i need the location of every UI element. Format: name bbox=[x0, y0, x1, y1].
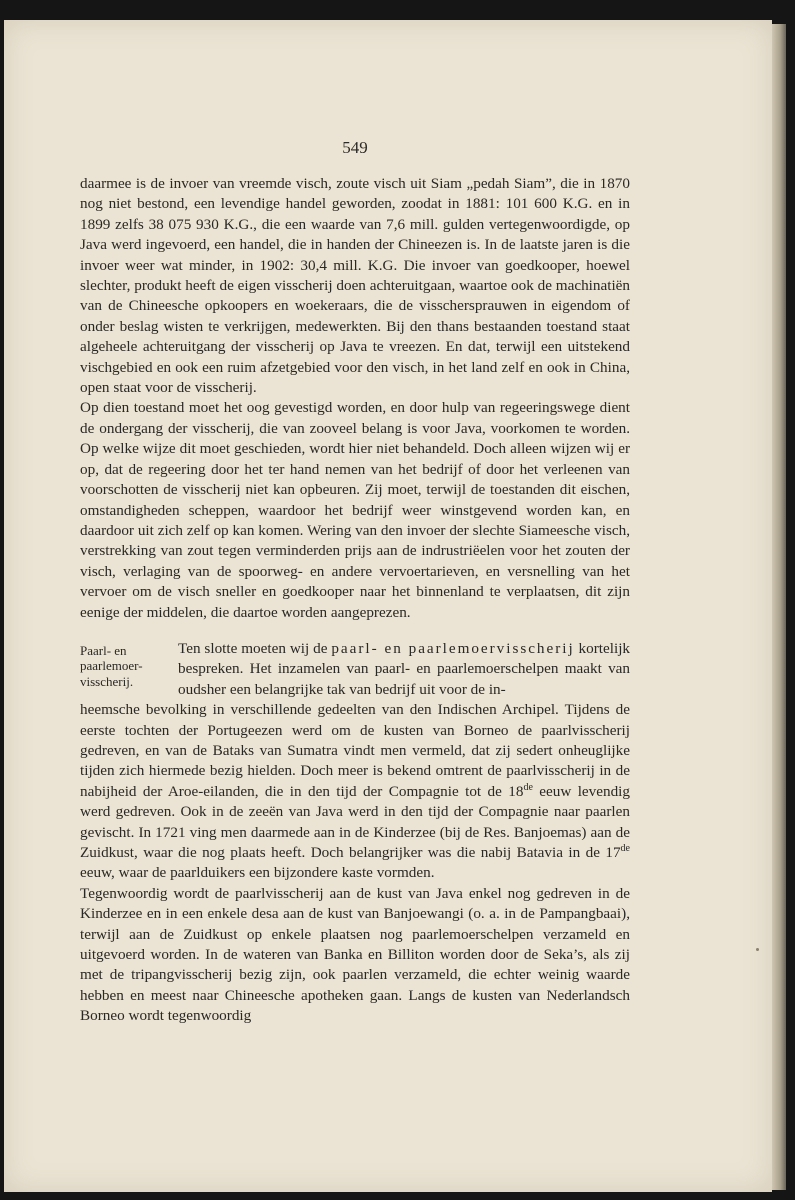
ordinal-suffix-18: de bbox=[523, 781, 533, 793]
pearl-history-a: heemsche bevolking in verschillende gedeelten van den Indischen Archipel. Tijdens de eerste tochten der Portugeezen werd om de kusten van Borneo de paarlvisscherij gedreven, en van de Bataks van Sumatra vindt men vermeld, dat zij sedert onheuglijke tijden zich hiermede bezig hielden. Doch meer is bekend omtrent de paarlvisscherij in de nabijheid der Aroe-eilanden, die in den tijd der Compagnie tot de 18 bbox=[80, 701, 630, 800]
paragraph-pearl-present: Tegenwoordig wordt de paarlvisscherij aan de kust van Java enkel nog gedreven in de Kinderzee en in een enkele desa aan de kust van Banjoewangi (o. a. in de Pampangbaai), terwijl aan de Zuidkust op enkele plaatsen nog paarlemoerschelpen verzameld en uitgevoerd worden. In de wateren van Banka en Billiton worden door de Seka’s, als zij met de tripangvisscherij bezig zijn, ook paarlen verzameld, die echter weinig waarde hebben en meest naar Chineesche apotheken gaan. Langs de kusten van Nederlandsch Borneo wordt tegenwoordig bbox=[80, 884, 630, 1025]
book-page bbox=[4, 20, 772, 1192]
paragraph-government-help: Op dien toestand moet het oog gevestigd worden, en door hulp van regeeringswege dient de ondergang der visscherij, die van zooveel belang is voor Java, voorkomen te worden. Op welke wijze dit moet geschieden, wordt hier niet behandeld. Doch alleen wijzen wij er op, dat de regeering door het ter hand nemen van het bedrijf of door het verleenen van voorschotten de visscherij niet kan opbeuren. Zij moet, terwijl de toestanden dit eischen, omstandigheden scheppen, waardoor het bedrijf weer winstgevend worden kan, en daardoor uit zich zelf op kan komen. Wering van den invoer der slechte Siameesche visch, verstrekking van zout tegen verminderden prijs aan de indrustriëelen voor het zouten der visch, verlaging van de spoorweg- en andere vervoertarieven, en versnelling van het vervoer om de visch sneller en goedkooper naar het binnenland te verplaatsen, dit zijn eenige der middelen, die daartoe worden aangeprezen. bbox=[80, 399, 630, 621]
ordinal-suffix-17: de bbox=[620, 842, 630, 854]
pearl-history-b: eeuw levendig werd gedreven. Ook in de zeeën van Java werd in den tijd der Compagnie naar paarlen gevischt. In 1721 ving men daarmede aan in de Kinderzee (bij de Res. Banjoemas) aan de Zuidkust, waar die nog plaats heeft. Doch belangrijker was die nabij Batavia in de 17 bbox=[80, 782, 630, 861]
pearl-history-c: eeuw, waar de paarlduikers een bijzondere kaste vormden. bbox=[80, 864, 435, 882]
pearl-spaced-term: paarl- en paarlemoervisscherij bbox=[331, 639, 575, 657]
pearl-intro-line2: kortelijk bespreken. Het inzamelen van paarl- en paarlemoerschelpen maakt van oudsher een belangrijke tak van bedrijf uit voor de in- bbox=[178, 639, 631, 698]
paragraph-pearl-intro bbox=[178, 639, 630, 700]
margin-note: Paarl- en paarlemoer-visscherij. bbox=[80, 642, 143, 689]
paragraph-import-fish: daarmee is de invoer van vreemde visch, zoute visch uit Siam „pedah Siam”, die in 1870 nog niet bestond, een levendige handel geworden, zoodat in 1881: 101 600 K.G. en in 1899 zelfs 38 075 930 K.G., die een waarde van 7,6 mill. gulden vertegenwoordigde, op Java werd ingevoerd, een handel, die in handen der Chineezen is. In de laatste jaren is die invoer weer wat minder, in 1902: 30,4 mill. K.G. Die invoer van goedkooper, hoewel slechter, produkt heeft de eigen visscherij doen achteruitgaan, waartoe ook de machinatiën van de Chineesche opkoopers en woekeraars, die de visschersprauwen in eigendom of onder beslag wisten te verkrijgen, medewerkten. Bij den thans bestaanden toestand staat algeheele achteruitgang der visscherij op Java te vreezen. En dat, terwijl een uitstekend vischgebied en ook een ruim afzetgebied voor den visch, in het land zelf en ook in China, open staat voor de visscherij. bbox=[80, 175, 630, 397]
body-text bbox=[80, 174, 630, 1027]
pearl-intro-text: Ten slotte moeten wij de bbox=[178, 639, 328, 657]
section-gap bbox=[80, 623, 630, 639]
paper-speck bbox=[756, 948, 759, 951]
page-number: 549 bbox=[342, 138, 368, 157]
paragraph-pearl-history bbox=[80, 700, 630, 884]
page-edge bbox=[772, 24, 786, 1190]
pearl-fishery-section bbox=[80, 639, 630, 1027]
